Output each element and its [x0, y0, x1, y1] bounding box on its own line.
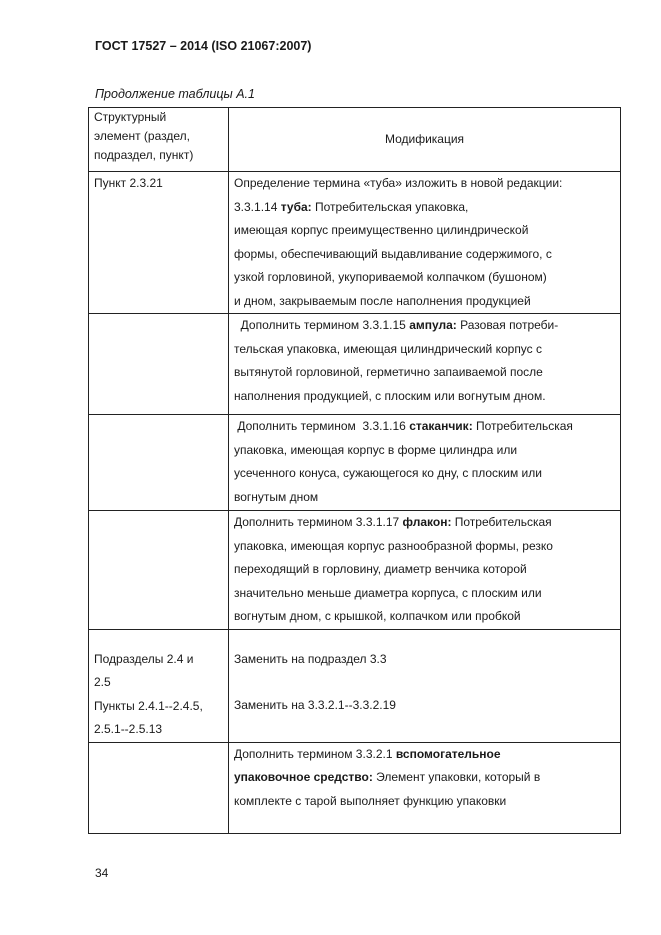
- term-name: вспомогательное: [395, 746, 501, 761]
- structural-element-cell: Пункт 2.3.21: [89, 172, 229, 314]
- table-row: [89, 742, 621, 833]
- document-header: ГОСТ 17527 – 2014 (ISO 21067:2007): [95, 39, 312, 53]
- table-caption: Продолжение таблицы А.1: [95, 87, 255, 101]
- term-name: туба:: [280, 199, 312, 214]
- column-header-element: Структурный элемент (раздел, подраздел, пункт): [89, 108, 229, 172]
- modification-cell: Определение термина «туба» изложить в новой редакции: 3.3.1.14 туба: Потребительская упаковка, имеющая корпус преимущественно цилиндрической формы, обеспечивающий выдавливание содержимого, с узкой горловиной, укупориваемой колпачком (бушоном) и дном, закрываемым после наполнения продукцией: [229, 172, 621, 314]
- term-name: флакон:: [402, 515, 452, 529]
- modification-cell: Заменить на подраздел 3.3 Заменить на 3.3.2.1--3.3.2.19: [229, 629, 621, 742]
- modification-cell: Дополнить термином 3.3.1.15 ампула: Разовая потреби- тельская упаковка, имеющая цилиндрический корпус с вытянутой горловиной, герметично запаиваемой после наполнения продукцией, с плоским или вогнутым дном.: [229, 314, 621, 415]
- modification-cell: Дополнить термином 3.3.1.17 флакон: Потребительская упаковка, имеющая корпус разнообразной формы, резко переходящий в горловину, диаметр венчика которой значительно меньше диаметра корпуса, с плоским или вогнутым дном, с крышкой, колпачком или пробкой: [229, 511, 621, 630]
- column-header-modification: Модификация: [229, 108, 621, 172]
- structural-element-cell: [89, 742, 229, 833]
- term-name: стаканчик:: [409, 419, 473, 433]
- structural-element-cell: [89, 511, 229, 630]
- modifications-table: [88, 107, 621, 834]
- table-row: [89, 314, 621, 415]
- modification-cell: Дополнить термином 3.3.1.16 стаканчик: Потребительская упаковка, имеющая корпус в форме цилиндра или усеченного конуса, сужающегося ко дну, с плоским или вогнутым дном: [229, 415, 621, 511]
- table-row: [89, 172, 621, 314]
- page-number: 34: [95, 866, 109, 880]
- table-row: [89, 629, 621, 742]
- structural-element-cell: [89, 314, 229, 415]
- structural-element-cell: Подразделы 2.4 и 2.5 Пункты 2.4.1--2.4.5, 2.5.1--2.5.13: [89, 629, 229, 742]
- table-row: [89, 415, 621, 511]
- term-name: ампула:: [409, 318, 457, 332]
- structural-element-cell: [89, 415, 229, 511]
- term-name: упаковочное средство:: [234, 770, 373, 784]
- modification-cell: Дополнить термином 3.3.2.1 вспомогательное упаковочное средство: Элемент упаковки, который в комплекте с тарой выполняет функцию упаковки: [229, 742, 621, 833]
- table-row: [89, 511, 621, 630]
- table-header-row: [89, 108, 621, 172]
